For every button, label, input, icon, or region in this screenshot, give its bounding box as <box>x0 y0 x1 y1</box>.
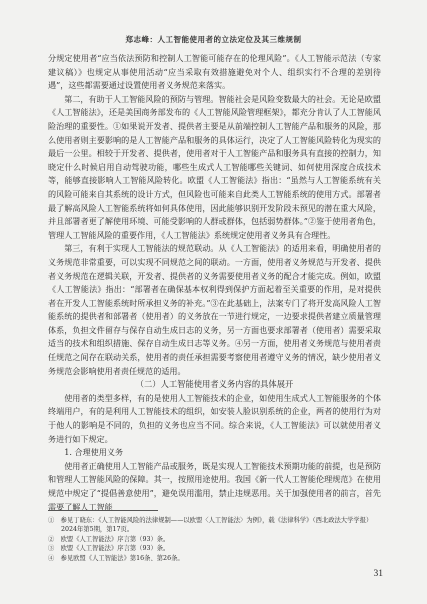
article-body <box>48 52 381 514</box>
footnote-4: ④ 参见欧盟《人工智能法》第16条、第26条。 <box>48 554 184 562</box>
footnote-1: ① 参见丁晓东：《人工智能风险的法律规制——以欧盟〈人工智能法〉为例》，载《法律科学》（西北政法大学学报）2024年第5期，第17页。 <box>48 517 373 534</box>
paragraph-norm-linkage: 第三，有利于实现人工智能法的规范联动。从《人工智能法》的适用来看，明确使用者的义务规范非常重要，可以实现不同规范之间的联动。一方面，使用者义务规范与开发者、提供者义务规范在逻辑关联，开发者、提供者的义务需要使用者义务的配合才能完成。例如，欧盟《人工智能法》指出：“部署者在确保基本权利得到保护方面起着至关重要的作用，是对提供者在开发人工智能系统时所承担义务的补充。”③在此基础上，法案专门了将开发高风险人工智能系统的提供者和部署者（使用者）的义务放在一节进行规定，一边要求提供者建立质量管理体系，负担文件留存与保存自动生成日志的义务，另一方面也要求部署者（使用者）需要采取适当的技术和组织措施、保存自动生成日志等义务。④另一方面，使用者义务规范与使用者责任规范之间存在联动关系，使用者的责任承担需要考察使用者遵守义务的情况，缺少使用者义务规范会影响使用者责任规范的适用。 <box>48 243 381 376</box>
page-number: 31 <box>373 569 383 579</box>
running-head: 郑志峰：人工智能使用者的立法定位及其三维规制 <box>125 35 302 44</box>
paragraph-user-types: 使用者的类型多样，有的是使用人工智能技术的企业，如使用生成式人工智能服务的个体终端用户，有的是利用人工智能技术的组织，如安装人脸识别系统的企业，两者的使用行为对于他人的影响是不同的，负担的义务也应当不同。综合来说，《人工智能法》可以就使用者义务进行如下规定。 <box>48 392 381 444</box>
paragraph-continued: 分规定使用者“应当依法预防和控制人工智能可能存在的伦理风险”。《人工智能示范法（专家建议稿）》也规定从事使用活动“应当采取有效措施避免对个人、组织实行不合理的差别待遇”，这些都需要通过设置使用者义务规范来落实。 <box>48 53 381 91</box>
footnotes <box>48 516 381 563</box>
section-heading: （二）人工智能使用者义务内容的具体展开 <box>135 379 294 390</box>
paragraph-reasonable-use: 使用者正确使用人工智能产品或服务，既是实现人工智能技术预期功能的前提，也是预防和管理人工智能风险的保障。其一，按照用途使用。我国《新一代人工智能伦理规范》在使用规范中规定了“提倡善意使用”，避免误用滥用，禁止违规恶用。关于加强使用者的前言，首先需要了解人工智能 <box>48 460 381 512</box>
subsection-heading: 1. 合理使用义务 <box>64 447 124 458</box>
footnote-divider <box>48 510 158 511</box>
footnote-3: ③ 欧盟《人工智能法》序言第（93）条。 <box>48 545 170 553</box>
footnote-2: ② 欧盟《人工智能法》序言第（93）条。 <box>48 535 170 543</box>
paragraph-risk-management: 第二，有助于人工智能风险的预防与管理。智能社会是风险变数最大的社会。无论是欧盟《人工智能法》，还是美国商务部发布的《人工智能风险管理框架》，都充分肯认了人工智能风险治理的重要性。①如果说开发者、提供者主要是从前端控制人工智能产品和服务的风险，那么使用者则主要影响的是人工智能产品和服务的具体运行，决定了人工智能风险转化为现实的最后一公里。相较于开发者、提供者，使用者对于人工智能产品和服务具有直接的控制力，知晓定什么时候启用自动驾驶功能，哪些生成式人工智能哪些关键词、如何使用深度合成技术等，能够直接影响人工智能风险转化。欧盟《人工智能法》指出：“虽然与人工智能系统有关的风险可能来自其系统的设计方式，但风险也可能来自此类人工智能系统的使用方式。部署者最了解高风险人工智能系统将如何具体使用，因此能够识别开发阶段未预见的潜在重大风险，并且部署者更了解使用环境、可能受影响的人群或群体，包括弱势群体。”②鉴于使用者角色，管理人工智能风险的重要作用，《人工智能法》系统规定使用者义务具有合理性。 <box>48 93 381 240</box>
